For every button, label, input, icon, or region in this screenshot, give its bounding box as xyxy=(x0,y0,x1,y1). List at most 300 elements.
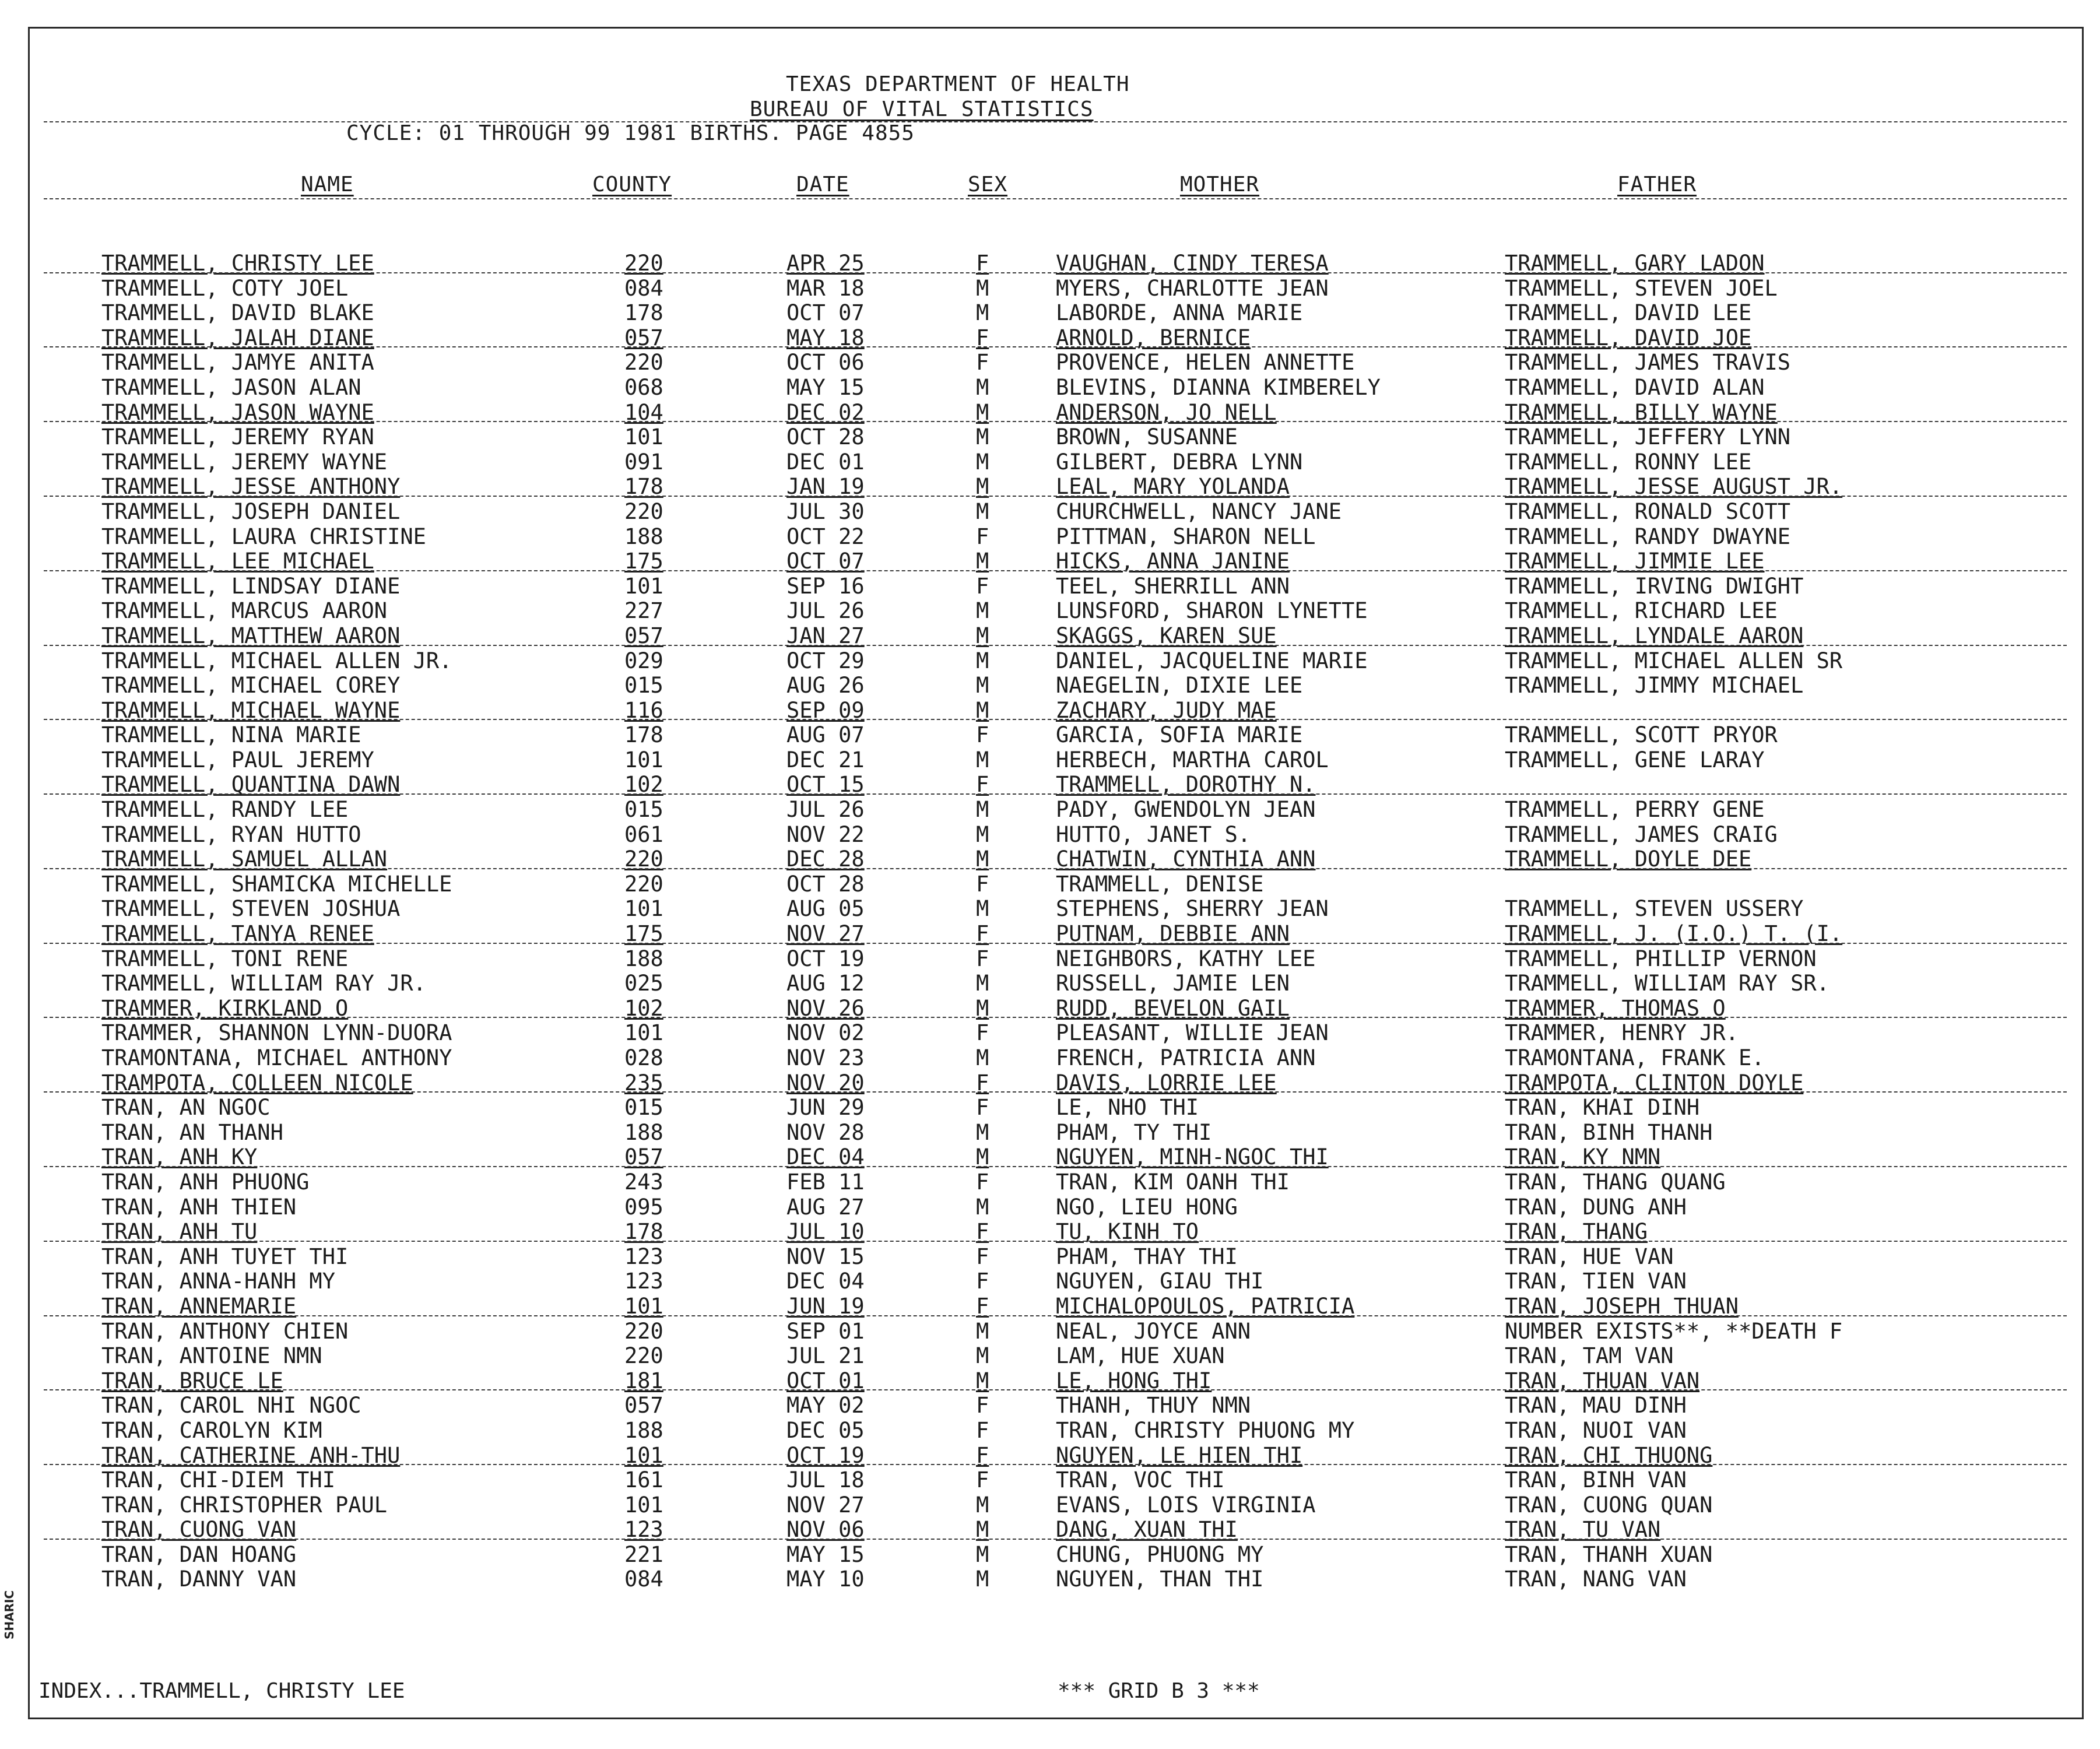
cell-county: 104 xyxy=(624,399,663,425)
cell-sex: F xyxy=(976,772,989,798)
cell-sex: F xyxy=(976,1467,989,1493)
cell-father: TRAN, TAM VAN xyxy=(1505,1343,1674,1369)
cell-name: TRAMMELL, WILLIAM RAY JR. xyxy=(101,971,426,996)
table-row xyxy=(0,996,2100,1021)
cell-name: TRAMMELL, RYAN HUTTO xyxy=(101,821,361,847)
cell-sex: M xyxy=(976,1343,989,1369)
cell-name: TRAN, ANH PHUONG xyxy=(101,1169,310,1195)
table-row xyxy=(0,1343,2100,1368)
cell-mother: LABORDE, ANNA MARIE xyxy=(1056,300,1303,326)
cell-father: TRAN, THANG QUANG xyxy=(1505,1169,1726,1195)
cell-county: 178 xyxy=(624,300,663,326)
cell-sex: F xyxy=(976,946,989,971)
cell-date: NOV 27 xyxy=(786,1492,865,1518)
cell-date: AUG 05 xyxy=(786,896,865,922)
cell-county: 101 xyxy=(624,1293,663,1319)
cell-father: TRAMMELL, DAVID LEE xyxy=(1505,300,1752,326)
cell-mother: TRAN, CHRISTY PHUONG MY xyxy=(1056,1417,1355,1443)
cell-county: 188 xyxy=(624,524,663,549)
cell-mother: DANIEL, JACQUELINE MARIE xyxy=(1056,648,1368,673)
cell-mother: PITTMAN, SHARON NELL xyxy=(1056,524,1316,549)
cell-date: MAR 18 xyxy=(786,275,865,301)
cell-sex: F xyxy=(976,1020,989,1046)
cell-name: TRAMMELL, COTY JOEL xyxy=(101,275,349,301)
table-row xyxy=(0,1020,2100,1045)
table-row xyxy=(0,847,2100,872)
cell-name: TRAN, ANNEMARIE xyxy=(101,1293,297,1319)
cell-county: 178 xyxy=(624,474,663,500)
cell-name: TRAMMER, SHANNON LYNN-DUORA xyxy=(101,1020,452,1046)
cell-sex: F xyxy=(976,871,989,897)
table-row xyxy=(0,896,2100,921)
cell-father: TRAMMELL, JAMES CRAIG xyxy=(1505,821,1778,847)
cell-date: OCT 07 xyxy=(786,300,865,326)
cell-father: TRAN, BINH VAN xyxy=(1505,1467,1687,1493)
cell-sex: F xyxy=(976,722,989,748)
cell-date: SEP 01 xyxy=(786,1318,865,1344)
cell-sex: F xyxy=(976,921,989,947)
cell-date: DEC 05 xyxy=(786,1417,865,1443)
table-row xyxy=(0,1195,2100,1220)
cell-father: TRAMMER, THOMAS O xyxy=(1505,995,1726,1021)
cell-father: TRAMMELL, JIMMY MICHAEL xyxy=(1505,673,1804,698)
cell-sex: F xyxy=(976,1393,989,1418)
cell-county: 220 xyxy=(624,1343,663,1369)
cell-sex: M xyxy=(976,623,989,648)
cell-father: TRAN, MAU DINH xyxy=(1505,1393,1687,1418)
table-row xyxy=(0,375,2100,400)
cell-sex: M xyxy=(976,449,989,475)
cell-father: TRAMMER, HENRY JR. xyxy=(1505,1020,1739,1046)
cell-name: TRAN, ANH TU xyxy=(101,1219,258,1245)
cell-county: 220 xyxy=(624,871,663,897)
cell-sex: M xyxy=(976,1541,989,1567)
cell-date: OCT 28 xyxy=(786,871,865,897)
cell-name: TRAN, AN THANH xyxy=(101,1119,283,1145)
table-row xyxy=(0,276,2100,301)
table-row xyxy=(0,449,2100,475)
records-table xyxy=(0,251,2100,1592)
cell-sex: M xyxy=(976,847,989,872)
table-row xyxy=(0,499,2100,524)
table-row xyxy=(0,1492,2100,1518)
table-row xyxy=(0,946,2100,971)
cell-sex: M xyxy=(976,275,989,301)
cell-date: OCT 07 xyxy=(786,549,865,574)
cell-county: 015 xyxy=(624,797,663,823)
table-row xyxy=(0,1542,2100,1567)
table-row xyxy=(0,1120,2100,1145)
table-row xyxy=(0,474,2100,499)
cell-sex: M xyxy=(976,598,989,624)
cell-father: TRAMMELL, JESSE AUGUST JR. xyxy=(1505,474,1843,500)
cell-mother: NGUYEN, LE HIEN THI xyxy=(1056,1442,1303,1468)
cell-mother: NEIGHBORS, KATHY LEE xyxy=(1056,946,1316,971)
cell-county: 101 xyxy=(624,1492,663,1518)
table-row xyxy=(0,549,2100,574)
cell-county: 116 xyxy=(624,697,663,723)
cell-name: TRAMONTANA, MICHAEL ANTHONY xyxy=(101,1045,452,1070)
cell-name: TRAMMELL, DAVID BLAKE xyxy=(101,300,374,326)
cell-date: OCT 06 xyxy=(786,350,865,375)
cell-father: TRAMMELL, DAVID ALAN xyxy=(1505,374,1765,400)
table-row xyxy=(0,424,2100,449)
cell-mother: MICHALOPOULOS, PATRICIA xyxy=(1056,1293,1355,1319)
table-row xyxy=(0,1144,2100,1169)
cell-mother: TRAN, KIM OANH THI xyxy=(1056,1169,1290,1195)
cell-father: TRAMMELL, JAMES TRAVIS xyxy=(1505,350,1791,375)
cell-mother: FRENCH, PATRICIA ANN xyxy=(1056,1045,1316,1070)
table-row xyxy=(0,300,2100,325)
cell-name: TRAMMELL, MARCUS AARON xyxy=(101,598,388,624)
cell-name: TRAN, ANH THIEN xyxy=(101,1194,297,1220)
cell-name: TRAMMER, KIRKLAND O xyxy=(101,995,349,1021)
cell-name: TRAN, ANTHONY CHIEN xyxy=(101,1318,349,1344)
table-row xyxy=(0,623,2100,648)
cell-father: TRAMMELL, IRVING DWIGHT xyxy=(1505,573,1804,599)
table-row xyxy=(0,1070,2100,1095)
table-row xyxy=(0,325,2100,350)
cell-father: TRAMMELL, BILLY WAYNE xyxy=(1505,399,1778,425)
header-cycle: CYCLE: 01 THROUGH 99 1981 BIRTHS. PAGE 4855 xyxy=(346,121,915,145)
cell-date: SEP 09 xyxy=(786,697,865,723)
table-row xyxy=(0,1368,2100,1393)
cell-sex: M xyxy=(976,300,989,326)
cell-date: DEC 04 xyxy=(786,1144,865,1170)
table-row xyxy=(0,772,2100,797)
cell-mother: BLEVINS, DIANNA KIMBERELY xyxy=(1056,374,1381,400)
cell-date: AUG 07 xyxy=(786,722,865,748)
cell-father: TRAN, KY NMN xyxy=(1505,1144,1661,1170)
cell-date: JAN 27 xyxy=(786,623,865,648)
cell-date: OCT 19 xyxy=(786,946,865,971)
cell-county: 095 xyxy=(624,1194,663,1220)
cell-father: TRAMMELL, STEVEN USSERY xyxy=(1505,896,1804,922)
table-row xyxy=(0,1244,2100,1269)
table-row xyxy=(0,1294,2100,1319)
cell-father: TRAN, HUE VAN xyxy=(1505,1244,1674,1269)
cell-sex: F xyxy=(976,1293,989,1319)
cell-date: OCT 19 xyxy=(786,1442,865,1468)
cell-mother: NEAL, JOYCE ANN xyxy=(1056,1318,1251,1344)
cell-mother: LE, HONG THI xyxy=(1056,1368,1212,1393)
column-header-father: FATHER xyxy=(1617,173,1697,196)
cell-name: TRAMMELL, QUANTINA DAWN xyxy=(101,772,401,798)
cell-name: TRAMMELL, STEVEN JOSHUA xyxy=(101,896,401,922)
footer-index: INDEX...TRAMMELL, CHRISTY LEE xyxy=(38,1679,405,1703)
cell-date: OCT 15 xyxy=(786,772,865,798)
cell-name: TRAMMELL, JOSEPH DANIEL xyxy=(101,498,401,524)
cell-date: NOV 15 xyxy=(786,1244,865,1269)
cell-name: TRAMMELL, JAMYE ANITA xyxy=(101,350,374,375)
cell-date: NOV 20 xyxy=(786,1070,865,1095)
cell-county: 220 xyxy=(624,251,663,276)
cell-sex: F xyxy=(976,1269,989,1294)
cell-sex: F xyxy=(976,1244,989,1269)
cell-sex: M xyxy=(976,1144,989,1170)
table-row xyxy=(0,1169,2100,1195)
cell-date: AUG 27 xyxy=(786,1194,865,1220)
cell-mother: PUTNAM, DEBBIE ANN xyxy=(1056,921,1290,947)
cell-father: TRAN, THANG xyxy=(1505,1219,1648,1245)
cell-name: TRAMMELL, CHRISTY LEE xyxy=(101,251,374,276)
cell-county: 028 xyxy=(624,1045,663,1070)
cell-sex: M xyxy=(976,821,989,847)
cell-county: 101 xyxy=(624,1020,663,1046)
cell-sex: M xyxy=(976,971,989,996)
cell-name: TRAN, DAN HOANG xyxy=(101,1541,297,1567)
cell-date: AUG 12 xyxy=(786,971,865,996)
cell-father: TRAN, JOSEPH THUAN xyxy=(1505,1293,1739,1319)
cell-name: TRAMMELL, SHAMICKA MICHELLE xyxy=(101,871,452,897)
cell-father: TRAMMELL, LYNDALE AARON xyxy=(1505,623,1804,648)
table-row xyxy=(0,251,2100,276)
cell-mother: GILBERT, DEBRA LYNN xyxy=(1056,449,1303,475)
cell-sex: F xyxy=(976,1219,989,1245)
cell-mother: PHAM, THAY THI xyxy=(1056,1244,1238,1269)
cell-father: TRAMMELL, J. (I.O.) T. (I. xyxy=(1505,921,1843,947)
cell-sex: M xyxy=(976,697,989,723)
cell-date: NOV 28 xyxy=(786,1119,865,1145)
cell-sex: M xyxy=(976,995,989,1021)
cell-father: TRAN, THUAN VAN xyxy=(1505,1368,1700,1393)
cell-date: JUL 26 xyxy=(786,598,865,624)
cell-date: JUN 19 xyxy=(786,1293,865,1319)
cell-sex: M xyxy=(976,498,989,524)
cell-county: 227 xyxy=(624,598,663,624)
cell-date: OCT 29 xyxy=(786,648,865,673)
cell-sex: F xyxy=(976,573,989,599)
cell-date: MAY 02 xyxy=(786,1393,865,1418)
cell-county: 220 xyxy=(624,498,663,524)
cell-county: 188 xyxy=(624,946,663,971)
cell-name: TRAN, ANH KY xyxy=(101,1144,258,1170)
cell-father: TRAMMELL, PHILLIP VERNON xyxy=(1505,946,1817,971)
column-header-county: COUNTY xyxy=(592,173,672,196)
cell-county: 084 xyxy=(624,1567,663,1592)
cell-sex: F xyxy=(976,524,989,549)
cell-mother: CHUNG, PHUONG MY xyxy=(1056,1541,1264,1567)
cell-date: DEC 02 xyxy=(786,399,865,425)
cell-mother: VAUGHAN, CINDY TERESA xyxy=(1056,251,1329,276)
cell-mother: DAVIS, LORRIE LEE xyxy=(1056,1070,1277,1095)
cell-county: 101 xyxy=(624,573,663,599)
cell-father: TRAMONTANA, FRANK E. xyxy=(1505,1045,1765,1070)
cell-date: APR 25 xyxy=(786,251,865,276)
cell-mother: RUSSELL, JAMIE LEN xyxy=(1056,971,1290,996)
cell-name: TRAMMELL, JASON ALAN xyxy=(101,374,361,400)
cell-sex: M xyxy=(976,1492,989,1518)
table-row xyxy=(0,822,2100,847)
cell-date: JUL 10 xyxy=(786,1219,865,1245)
cell-name: TRAMMELL, NINA MARIE xyxy=(101,722,361,748)
cell-name: TRAMMELL, MICHAEL WAYNE xyxy=(101,697,401,723)
table-row xyxy=(0,1418,2100,1443)
cell-county: 243 xyxy=(624,1169,663,1195)
cell-mother: PROVENCE, HELEN ANNETTE xyxy=(1056,350,1355,375)
cell-county: 123 xyxy=(624,1269,663,1294)
table-row xyxy=(0,598,2100,623)
cell-mother: DANG, XUAN THI xyxy=(1056,1517,1238,1543)
cell-county: 061 xyxy=(624,821,663,847)
cell-date: MAY 18 xyxy=(786,325,865,350)
table-row xyxy=(0,797,2100,822)
cell-county: 015 xyxy=(624,1095,663,1121)
cell-father: TRAMMELL, DOYLE DEE xyxy=(1505,847,1752,872)
cell-mother: BROWN, SUSANNE xyxy=(1056,424,1238,450)
cell-date: MAY 10 xyxy=(786,1567,865,1592)
cell-county: 057 xyxy=(624,623,663,648)
cell-father: TRAMMELL, DAVID JOE xyxy=(1505,325,1752,350)
cell-sex: M xyxy=(976,399,989,425)
cell-sex: M xyxy=(976,549,989,574)
cell-county: 220 xyxy=(624,350,663,375)
cell-mother: HICKS, ANNA JANINE xyxy=(1056,549,1290,574)
cell-father: TRAN, NUOI VAN xyxy=(1505,1417,1687,1443)
cell-mother: TRAN, VOC THI xyxy=(1056,1467,1225,1493)
table-row xyxy=(0,747,2100,772)
cell-name: TRAN, ANNA-HANH MY xyxy=(101,1269,335,1294)
cell-county: 102 xyxy=(624,995,663,1021)
cell-county: 029 xyxy=(624,648,663,673)
cell-name: TRAMMELL, JEREMY WAYNE xyxy=(101,449,388,475)
cell-county: 123 xyxy=(624,1517,663,1543)
cell-county: 220 xyxy=(624,1318,663,1344)
cell-name: TRAMMELL, MICHAEL ALLEN JR. xyxy=(101,648,452,673)
cell-father: TRAMMELL, RONNY LEE xyxy=(1505,449,1752,475)
cell-mother: CHATWIN, CYNTHIA ANN xyxy=(1056,847,1316,872)
cell-county: 057 xyxy=(624,1144,663,1170)
cell-mother: ZACHARY, JUDY MAE xyxy=(1056,697,1277,723)
cell-sex: M xyxy=(976,673,989,698)
cell-father: TRAN, NANG VAN xyxy=(1505,1567,1687,1592)
cell-father: TRAMMELL, PERRY GENE xyxy=(1505,797,1765,823)
cell-sex: F xyxy=(976,1417,989,1443)
cell-sex: M xyxy=(976,474,989,500)
cell-father: TRAMMELL, WILLIAM RAY SR. xyxy=(1505,971,1829,996)
cell-mother: CHURCHWELL, NANCY JANE xyxy=(1056,498,1342,524)
cell-county: 084 xyxy=(624,275,663,301)
cell-name: TRAN, ANTOINE NMN xyxy=(101,1343,322,1369)
cell-name: TRAN, DANNY VAN xyxy=(101,1567,297,1592)
cell-sex: M xyxy=(976,1119,989,1145)
cell-county: 235 xyxy=(624,1070,663,1095)
table-row xyxy=(0,648,2100,673)
cell-name: TRAN, CHI-DIEM THI xyxy=(101,1467,335,1493)
cell-father: TRAMMELL, MICHAEL ALLEN SR xyxy=(1505,648,1843,673)
cell-mother: ARNOLD, BERNICE xyxy=(1056,325,1251,350)
cell-sex: M xyxy=(976,648,989,673)
cell-mother: TEEL, SHERRILL ANN xyxy=(1056,573,1290,599)
cell-date: JUL 21 xyxy=(786,1343,865,1369)
table-row xyxy=(0,971,2100,996)
cell-mother: NGUYEN, MINH-NGOC THI xyxy=(1056,1144,1329,1170)
table-row xyxy=(0,1045,2100,1070)
cell-county: 025 xyxy=(624,971,663,996)
cell-father: TRAN, KHAI DINH xyxy=(1505,1095,1700,1121)
table-row xyxy=(0,698,2100,723)
cell-county: 221 xyxy=(624,1541,663,1567)
cell-mother: MYERS, CHARLOTTE JEAN xyxy=(1056,275,1329,301)
cell-county: 101 xyxy=(624,896,663,922)
cell-name: TRAMMELL, JASON WAYNE xyxy=(101,399,374,425)
cell-sex: F xyxy=(976,251,989,276)
table-row xyxy=(0,1269,2100,1294)
cell-mother: NGUYEN, GIAU THI xyxy=(1056,1269,1264,1294)
cell-date: JUL 26 xyxy=(786,797,865,823)
cell-county: 015 xyxy=(624,673,663,698)
cell-date: NOV 06 xyxy=(786,1517,865,1543)
cell-county: 101 xyxy=(624,747,663,772)
table-row xyxy=(0,921,2100,946)
cell-mother: THANH, THUY NMN xyxy=(1056,1393,1251,1418)
cell-father: TRAMMELL, RONALD SCOTT xyxy=(1505,498,1791,524)
cell-date: NOV 23 xyxy=(786,1045,865,1070)
cell-father: TRAMMELL, RICHARD LEE xyxy=(1505,598,1778,624)
cell-sex: M xyxy=(976,747,989,772)
table-row xyxy=(0,1219,2100,1244)
cell-county: 057 xyxy=(624,325,663,350)
cell-name: TRAN, CAROL NHI NGOC xyxy=(101,1393,361,1418)
cell-date: JUL 18 xyxy=(786,1467,865,1493)
side-label: SHARIC xyxy=(2,1590,16,1639)
cell-date: NOV 27 xyxy=(786,921,865,947)
cell-mother: STEPHENS, SHERRY JEAN xyxy=(1056,896,1329,922)
cell-father: TRAMMELL, SCOTT PRYOR xyxy=(1505,722,1778,748)
cell-mother: RUDD, BEVELON GAIL xyxy=(1056,995,1290,1021)
cell-mother: NGO, LIEU HONG xyxy=(1056,1194,1238,1220)
cell-county: 175 xyxy=(624,549,663,574)
cell-father: TRAN, TIEN VAN xyxy=(1505,1269,1687,1294)
header-department: TEXAS DEPARTMENT OF HEALTH xyxy=(786,72,1130,96)
cell-sex: F xyxy=(976,1070,989,1095)
cell-father: TRAN, CUONG QUAN xyxy=(1505,1492,1713,1518)
cell-mother: NAEGELIN, DIXIE LEE xyxy=(1056,673,1303,698)
cell-date: MAY 15 xyxy=(786,374,865,400)
cell-name: TRAMMELL, TONI RENE xyxy=(101,946,349,971)
cell-sex: F xyxy=(976,1442,989,1468)
cell-mother: LE, NHO THI xyxy=(1056,1095,1199,1121)
cell-mother: TRAMMELL, DENISE xyxy=(1056,871,1264,897)
cell-date: JAN 19 xyxy=(786,474,865,500)
cell-date: SEP 16 xyxy=(786,573,865,599)
cell-name: TRAMPOTA, COLLEEN NICOLE xyxy=(101,1070,413,1095)
cell-county: 220 xyxy=(624,847,663,872)
table-row xyxy=(0,1319,2100,1344)
cell-mother: GARCIA, SOFIA MARIE xyxy=(1056,722,1303,748)
cell-mother: LAM, HUE XUAN xyxy=(1056,1343,1225,1369)
cell-name: TRAMMELL, PAUL JEREMY xyxy=(101,747,374,772)
cell-county: 123 xyxy=(624,1244,663,1269)
cell-date: JUL 30 xyxy=(786,498,865,524)
cell-sex: M xyxy=(976,1567,989,1592)
column-header-sex: SEX xyxy=(968,173,1008,196)
cell-father: NUMBER EXISTS**, **DEATH F xyxy=(1505,1318,1843,1344)
table-row xyxy=(0,350,2100,375)
cell-county: 068 xyxy=(624,374,663,400)
cell-mother: NGUYEN, THAN THI xyxy=(1056,1567,1264,1592)
cell-name: TRAMMELL, MATTHEW AARON xyxy=(101,623,401,648)
cell-sex: M xyxy=(976,896,989,922)
cell-name: TRAMMELL, LINDSAY DIANE xyxy=(101,573,401,599)
cell-mother: SKAGGS, KAREN SUE xyxy=(1056,623,1277,648)
cell-mother: HUTTO, JANET S. xyxy=(1056,821,1251,847)
cell-sex: M xyxy=(976,1318,989,1344)
table-row xyxy=(0,1567,2100,1592)
cell-county: 188 xyxy=(624,1119,663,1145)
cell-name: TRAN, CATHERINE ANH-THU xyxy=(101,1442,401,1468)
cell-mother: EVANS, LOIS VIRGINIA xyxy=(1056,1492,1316,1518)
